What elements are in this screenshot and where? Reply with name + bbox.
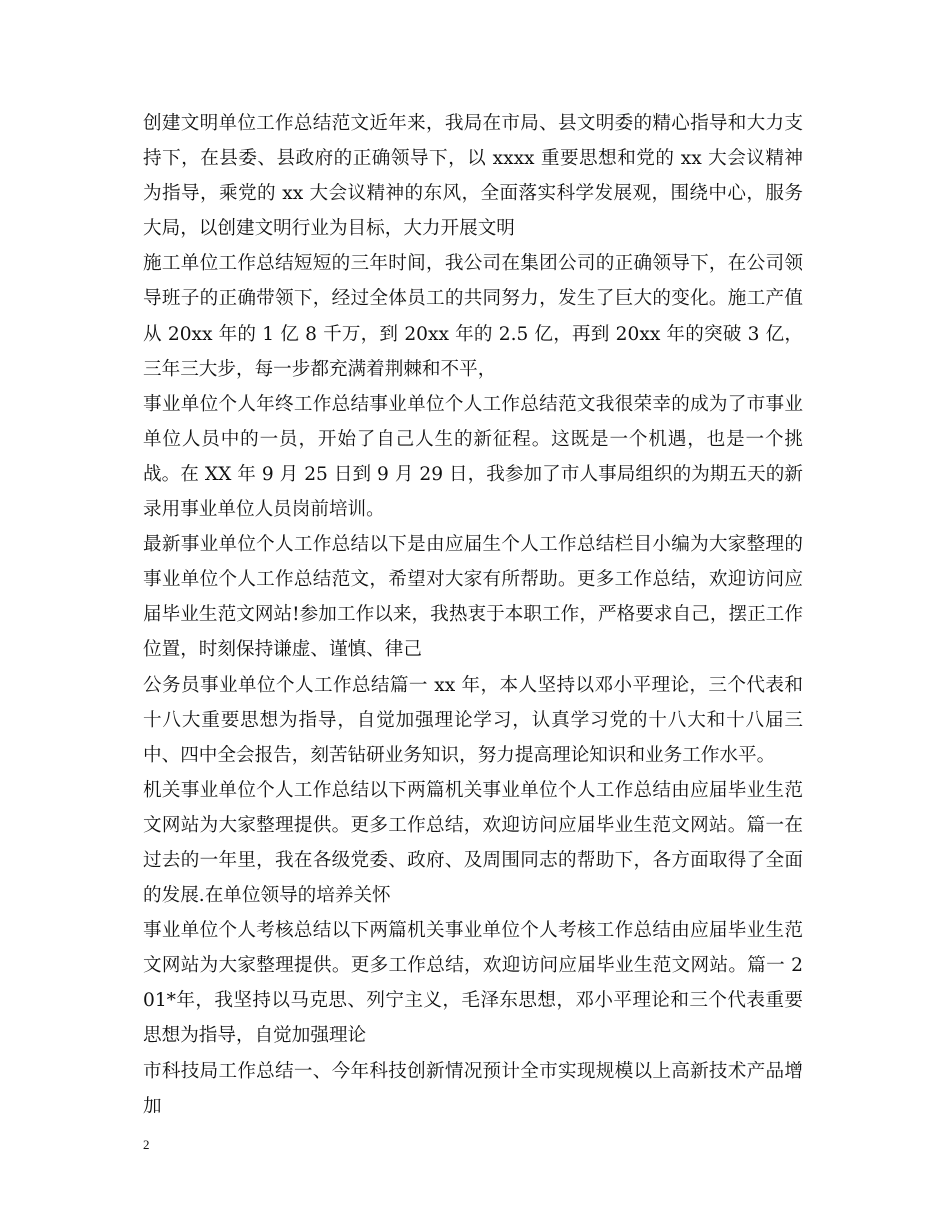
paragraph-construction-unit-summary: 施工单位工作总结短短的三年时间，我公司在集团公司的正确领导下，在公司领导班子的正确带领下，经过全体员工的共同努力，发生了巨大的变化。施工产值从 20xx 年的 1 亿 8 千万，到 20xx 年的 2.5 亿，再到 20xx 年的突破 3 亿，三年三大步，每一步都充满着荆棘和不平， — [143, 253, 803, 380]
paragraph-appraisal-summary: 事业单位个人考核总结以下两篇机关事业单位个人考核工作总结由应届毕业生范文网站为大家整理提供。更多工作总结，欢迎访问应届毕业生范文网站。篇一 201*年，我坚持以马克思、列宁主义，毛泽东思想，邓小平理论和三个代表重要思想为指导，自觉加强理论 — [143, 920, 803, 1047]
page-number: 2 — [143, 1137, 150, 1152]
paragraph-latest-personal-summary: 最新事业单位个人工作总结以下是由应届生个人工作总结栏目小编为大家整理的事业单位个人工作总结范文，希望对大家有所帮助。更多工作总结，欢迎访问应届毕业生范文网站!参加工作以来，我热衷于本职工作，严格要求自己，摆正工作位置，时刻保持谦虚、谨慎、律己 — [143, 534, 803, 661]
document-body — [143, 106, 803, 1124]
paragraph-science-bureau-summary: 市科技局工作总结一、今年科技创新情况预计全市实现规模以上高新技术产品增加 — [143, 1060, 803, 1117]
paragraph-civil-servant-summary: 公务员事业单位个人工作总结篇一 xx 年，本人坚持以邓小平理论，三个代表和十八大重要思想为指导，自觉加强理论学习，认真学习党的十八大和十八届三中、四中全会报告，刻苦钻研业务知识，努力提高理论知识和业务工作水平。 — [143, 674, 803, 766]
paragraph-year-end-personal-summary: 事业单位个人年终工作总结事业单位个人工作总结范文我很荣幸的成为了市事业单位人员中的一员，开始了自己人生的新征程。这既是一个机遇，也是一个挑战。在 XX 年 9 月 25 日到 9 月 29 日，我参加了市人事局组织的为期五天的新录用事业单位人员岗前培训。 — [143, 393, 803, 521]
paragraph-civilized-unit-summary: 创建文明单位工作总结范文近年来，我局在市局、县文明委的精心指导和大力支持下，在县委、县政府的正确领导下，以 xxxx 重要思想和党的 xx 大会议精神为指导，乘党的 xx 大会议精神的东风，全面落实科学发展观，围绕中心，服务大局，以创建文明行业为目标，大力开展文明 — [143, 113, 803, 240]
paragraph-government-agency-summary: 机关事业单位个人工作总结以下两篇机关事业单位个人工作总结由应届毕业生范文网站为大家整理提供。更多工作总结，欢迎访问应届毕业生范文网站。篇一在过去的一年里，我在各级党委、政府、及周围同志的帮助下，各方面取得了全面的发展.在单位领导的培养关怀 — [143, 779, 803, 907]
